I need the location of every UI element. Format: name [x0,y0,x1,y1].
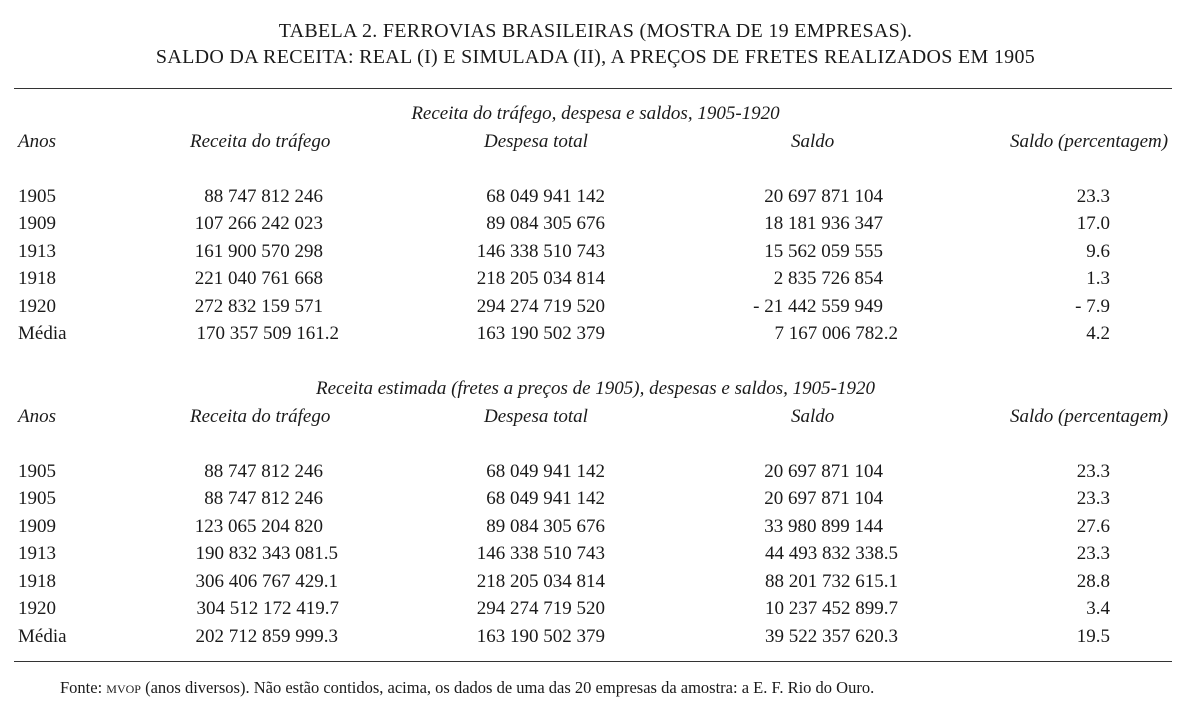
cell-saldo: 7 167 006 782.2 [774,323,898,344]
cell-saldo: 2 835 726 854 [773,268,883,289]
cell-receita: 304 512 172 419.7 [196,598,339,619]
cell-receita: 306 406 767 429.1 [195,571,338,592]
cell-saldo-pct: 23.3 [1076,543,1110,564]
cell-year: 1905 [18,186,56,207]
cell-saldo: 20 697 871 104 [764,186,883,207]
section-2-header-anos: Anos [18,406,56,427]
cell-year: 1920 [18,598,56,619]
section-1-title: Receita do tráfego, despesa e saldos, 1905-1920 [411,103,780,124]
cell-saldo: 15 562 059 555 [764,241,883,262]
cell-receita: 190 832 343 081.5 [195,543,338,564]
cell-saldo: 18 181 936 347 [764,213,883,234]
cell-saldo-pct: 9.6 [1086,241,1110,262]
cell-receita: 202 712 859 999.3 [195,626,338,647]
cell-saldo: 10 237 452 899.7 [765,598,898,619]
section-2-header-saldo-pct: Saldo (percentagem) [1010,406,1169,427]
section-1-header-saldo: Saldo [791,131,835,152]
section-2-header-saldo: Saldo [791,406,835,427]
source-acronym: mvop [106,678,141,697]
cell-saldo: 20 697 871 104 [764,461,883,482]
cell-year: 1909 [18,213,56,234]
source-prefix: Fonte: [60,678,107,697]
cell-year: 1920 [18,296,56,317]
cell-receita: 88 747 812 246 [204,186,323,207]
cell-despesa: 218 205 034 814 [476,571,605,592]
cell-saldo-pct: 17.0 [1076,213,1110,234]
cell-year: 1918 [18,571,56,592]
cell-receita: 170 357 509 161.2 [196,323,339,344]
cell-despesa: 68 049 941 142 [486,461,605,482]
cell-despesa: 294 274 719 520 [476,296,605,317]
cell-year: Média [18,323,67,344]
cell-despesa: 68 049 941 142 [486,186,605,207]
cell-saldo: 39 522 357 620.3 [765,626,898,647]
cell-despesa: 163 190 502 379 [476,626,605,647]
cell-year: 1918 [18,268,56,289]
cell-despesa: 89 084 305 676 [486,213,605,234]
cell-receita: 88 747 812 246 [204,461,323,482]
cell-saldo-pct: 3.4 [1086,598,1110,619]
cell-receita: 161 900 570 298 [194,241,323,262]
cell-saldo-pct: 23.3 [1076,461,1110,482]
cell-despesa: 218 205 034 814 [476,268,605,289]
cell-saldo-pct: 1.3 [1086,268,1110,289]
cell-saldo: 88 201 732 615.1 [765,571,898,592]
section-1-header-despesa: Despesa total [484,131,588,152]
cell-saldo-pct: - 7.9 [1075,296,1110,317]
cell-despesa: 163 190 502 379 [476,323,605,344]
cell-year: 1913 [18,543,56,564]
section-1-header-saldo-pct: Saldo (percentagem) [1010,131,1169,152]
cell-year: 1913 [18,241,56,262]
source-text: (anos diversos). Não estão contidos, acima, os dados de uma das 20 empresas da amostra: a E. F. Rio do Ouro. [140,678,875,697]
section-2-title: Receita estimada (fretes a preços de 1905), despesas e saldos, 1905-1920 [316,378,875,399]
cell-despesa: 68 049 941 142 [486,488,605,509]
cell-saldo: - 21 442 559 949 [753,296,883,317]
cell-receita: 107 266 242 023 [194,213,323,234]
section-1-header-receita: Receita do tráfego [190,131,331,152]
cell-receita: 272 832 159 571 [194,296,323,317]
cell-year: 1909 [18,516,56,537]
cell-saldo-pct: 19.5 [1076,626,1110,647]
top-rule [14,88,1172,89]
section-1-header-anos: Anos [18,131,56,152]
cell-saldo-pct: 28.8 [1076,571,1110,592]
cell-despesa: 89 084 305 676 [486,516,605,537]
cell-despesa: 146 338 510 743 [476,543,605,564]
table-title-line-1: TABELA 2. FERROVIAS BRASILEIRAS (MOSTRA DE 19 EMPRESAS). [278,20,913,42]
cell-saldo: 33 980 899 144 [764,516,883,537]
cell-saldo: 44 493 832 338.5 [765,543,898,564]
cell-year: 1905 [18,461,56,482]
source-note [60,678,874,698]
section-2-header-despesa: Despesa total [484,406,588,427]
cell-receita: 123 065 204 820 [194,516,323,537]
table-title-line-2: SALDO DA RECEITA: REAL (I) E SIMULADA (II), A PREÇOS DE FRETES REALIZADOS EM 1905 [155,46,1036,68]
section-2-header-receita: Receita do tráfego [190,406,331,427]
cell-receita: 221 040 761 668 [194,268,323,289]
cell-saldo-pct: 27.6 [1076,516,1110,537]
cell-despesa: 294 274 719 520 [476,598,605,619]
cell-receita: 88 747 812 246 [204,488,323,509]
cell-year: Média [18,626,67,647]
bottom-rule [14,661,1172,662]
cell-saldo-pct: 23.3 [1076,488,1110,509]
cell-saldo: 20 697 871 104 [764,488,883,509]
cell-saldo-pct: 4.2 [1086,323,1110,344]
cell-saldo-pct: 23.3 [1076,186,1110,207]
cell-year: 1905 [18,488,56,509]
cell-despesa: 146 338 510 743 [476,241,605,262]
